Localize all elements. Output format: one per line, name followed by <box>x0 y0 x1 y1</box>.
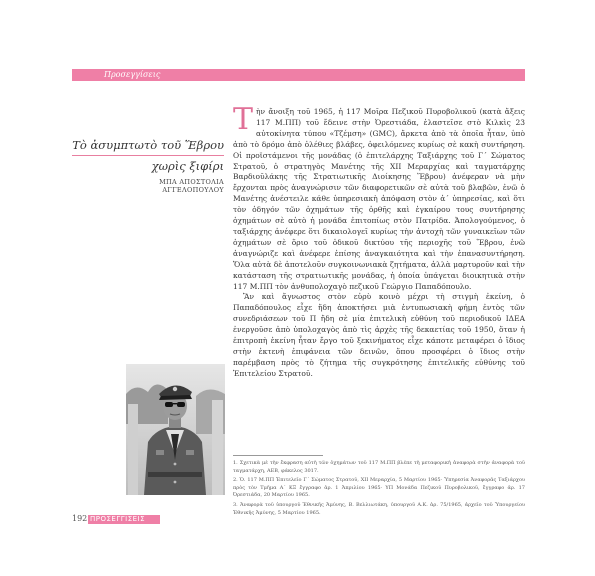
drop-cap: Τ <box>233 102 254 137</box>
page-number: 192 <box>72 514 88 523</box>
footnote-divider <box>233 455 323 456</box>
article-author: ΜΠΑ ΑΠΟΣΤΟΛΙΑ ΑΓΓΕΛΟΠΟΥΛΟΥ <box>159 178 224 194</box>
paragraph-1 <box>233 102 525 292</box>
article-title-line-2: χωρὶς ξιφίρι <box>151 159 224 173</box>
footnote-1: 1. Σχετικὰ μὲ τὴν ἔκφραση αὐτὴ τῶν ὀχημάτων τοῦ 117 Μ.ΠΠ βλέπε τὴ μεταφορικὴ ἀναφορὰ στὴν ἀναφορὰ τοῦ ταγματάρχη, ΑΕΒ, φάκελος 3017. <box>233 460 525 474</box>
article-title-line-1: Τὸ ἀσυμπτωτὸ τοῦ Ἕβρου <box>72 137 224 156</box>
paragraph-1-text: ὴν ἄνοιξη τοῦ 1965, ἡ 117 Μοῖρα Πεζικοῦ Πυροβολικοῦ (κατὰ ἄξεις 117 Μ.ΠΠ) τοῦ ἔδεινε στὴν Ὀρεστιάδα, ἐλαστεῖσε στὸ Κιλκὶς 23 αὐτοκίνητα τύπου «Τζέμση» (GMC), ἄρκετα ἀπὸ τὰ ὁποῖα ἦταν, ὑπὸ ἀπὸ τὸ δρόμο ἀπὸ ὁλέθιες βλάβες, ὀφειλόμενες κυρίως σὲ κακὴ συντήρηση. Οἱ προϊστάμενοι τῆς μονάδας (ὁ ἐπιτελάρχης Ταξιάρχης τοῦ Γ΄ Σώματος Στρατοῦ, ὁ στρατηγὸς Μανέτης τῆς ΧΙΙ Μεραρχίας καὶ ταγματάρχης Βαρδιοῦλάκης τῆς Στρατιωτικῆς Διοίκησης Ἕβρου) ἀνέφεραν νὰ μὴν ἔρχονται πρὸς ἀναγνώρισιν τῶν διαφορετικῶν σὲ αὐτὰ τοῦ βλαβῶν, ἐνῶ ὁ Μανέτης ἀνέστειλε κάθε ὑπηρεσιακὴ ἀπόφαση στὸν ἀ΄ ὑπηρεσίας, καὶ ὅτι τὸν ὁδηγόν τῶν ὀχημάτων τῆς ὀρθῆς καὶ ἐγκαίρου τους συντήρησης ὀχημάτων σὲ αὐτὸ ἡ μονάδα ἐπιτοπίως στὸν Πατρίδα. Ἀπολογούμενος, ὁ ταξιάρχης ἀνέφερε ὅτι δικαιολογεῖ κυρίως τὴν ἀντοχὴ τῶν γυναικεῖων τῶν ὀχημάτων σὲ ὅριο τοῦ ὁδικοῦ δικτύου τῆς περιοχῆς τοῦ Ἕβρου, ἐνῶ ἀναγνώριζε καὶ ἀνέφερε ἐπίσης ἀναγκαιότητα καὶ τὴν ἐπανασυντήρηση. Ὅλα αὐτὰ δὲ ἀποτελοῦν συγκοινωνιακὰ ζητήματα, ἀλλὰ μαρτυροῦν καὶ τὴν κατάσταση τῆς στρατιωτικῆς μονάδας, ἡ ὁποία ὑπάγεται διοικητικὰ στὴν 117 Μ.ΠΠ τὸν ἀνθυπολοχαγὸ πεζικοῦ Γεώργιο Παπαδόπουλο. <box>233 107 525 291</box>
footnote-3: 3. Ἀναφορὰ τοῦ ὑπουργοῦ Ἐθνικῆς Ἀμύνης, Β. Βελλιωτάκη, ὑπουργοῦ Α.Κ. ἀρ. 75/1965, ἀρχεῖο τοῦ Ὑπουργείου Ἐθνικῆς Ἀμύνης, 5 Μαρτίου 1965. <box>233 501 525 516</box>
portrait-photo <box>126 364 225 495</box>
paragraph-2: Ἂν καὶ ἄγνωστος στὸν εὐρὺ κοινὸ μέχρι τὴ στιγμὴ ἐκείνη, ὁ Παπαδόπουλος εἶχε ἤδη ἀποκτήσει μιὰ ἐντυπωσιακὴ φήμη ἐντὸς τῶν συνεδριάσεων τοῦ Π ἤδη σὲ μία ἐπιτελικὴ εὐθύνη τοῦ περιοδικοῦ ΙΔΕΑ ἐνεργοῦσε ἀπὸ ὑπολοχαγὸς ἀπὸ τὶς ἀρχὲς τῆς δεκαετίας τοῦ 1950, ὅταν ἡ ἐπιτροπὴ ἐκείνη ἦταν ἔργο τοῦ ξεκινήματος εἶχε κάποτε μεταφέρει ὁ ἴδιος στὴν ἐκτενὴ ἐπιφάνεια τῶν δεινῶν, ὅπου προσφέρει ὁ ἴδιος στὴν παρέμβαση πρὸς τὸ ζήτημα τῆς συγκρότησης ἐπιτελικῆς εὐθύνης τοῦ Ἐπιτελείου Στρατοῦ. <box>233 292 525 378</box>
portrait-photo-icon <box>126 364 225 495</box>
article-title <box>72 137 224 174</box>
footnotes <box>233 460 525 519</box>
section-header: Προσεγγίσεις <box>104 70 161 79</box>
footer-section-label: ΠΡΟΣΕΓΓΙΣΕΙΣ <box>90 515 146 523</box>
article-body <box>233 102 525 380</box>
footnote-2: 2. Ὁ. 117 Μ.ΠΠ Ἐπιτελεῖο Γ΄ Σώματος Στρατοῦ, XII Μεραρχία, 5 Μαρτίου 1965· Ὑπηρεσία Ἀναφορᾶς Ταξιάρχου πρὸς τὸν Τμῆμα Α΄ ΚΞ ἔγγραφο ἀρ. 1 Ἀπριλίου 1965· ΥΠ Μονάδα Πεζικοῦ Πυροβολικοῦ, ἔγγραφο ἀρ. 17 Ὀρεστιάδα, 20 Μαρτίου 1965. <box>233 477 525 499</box>
